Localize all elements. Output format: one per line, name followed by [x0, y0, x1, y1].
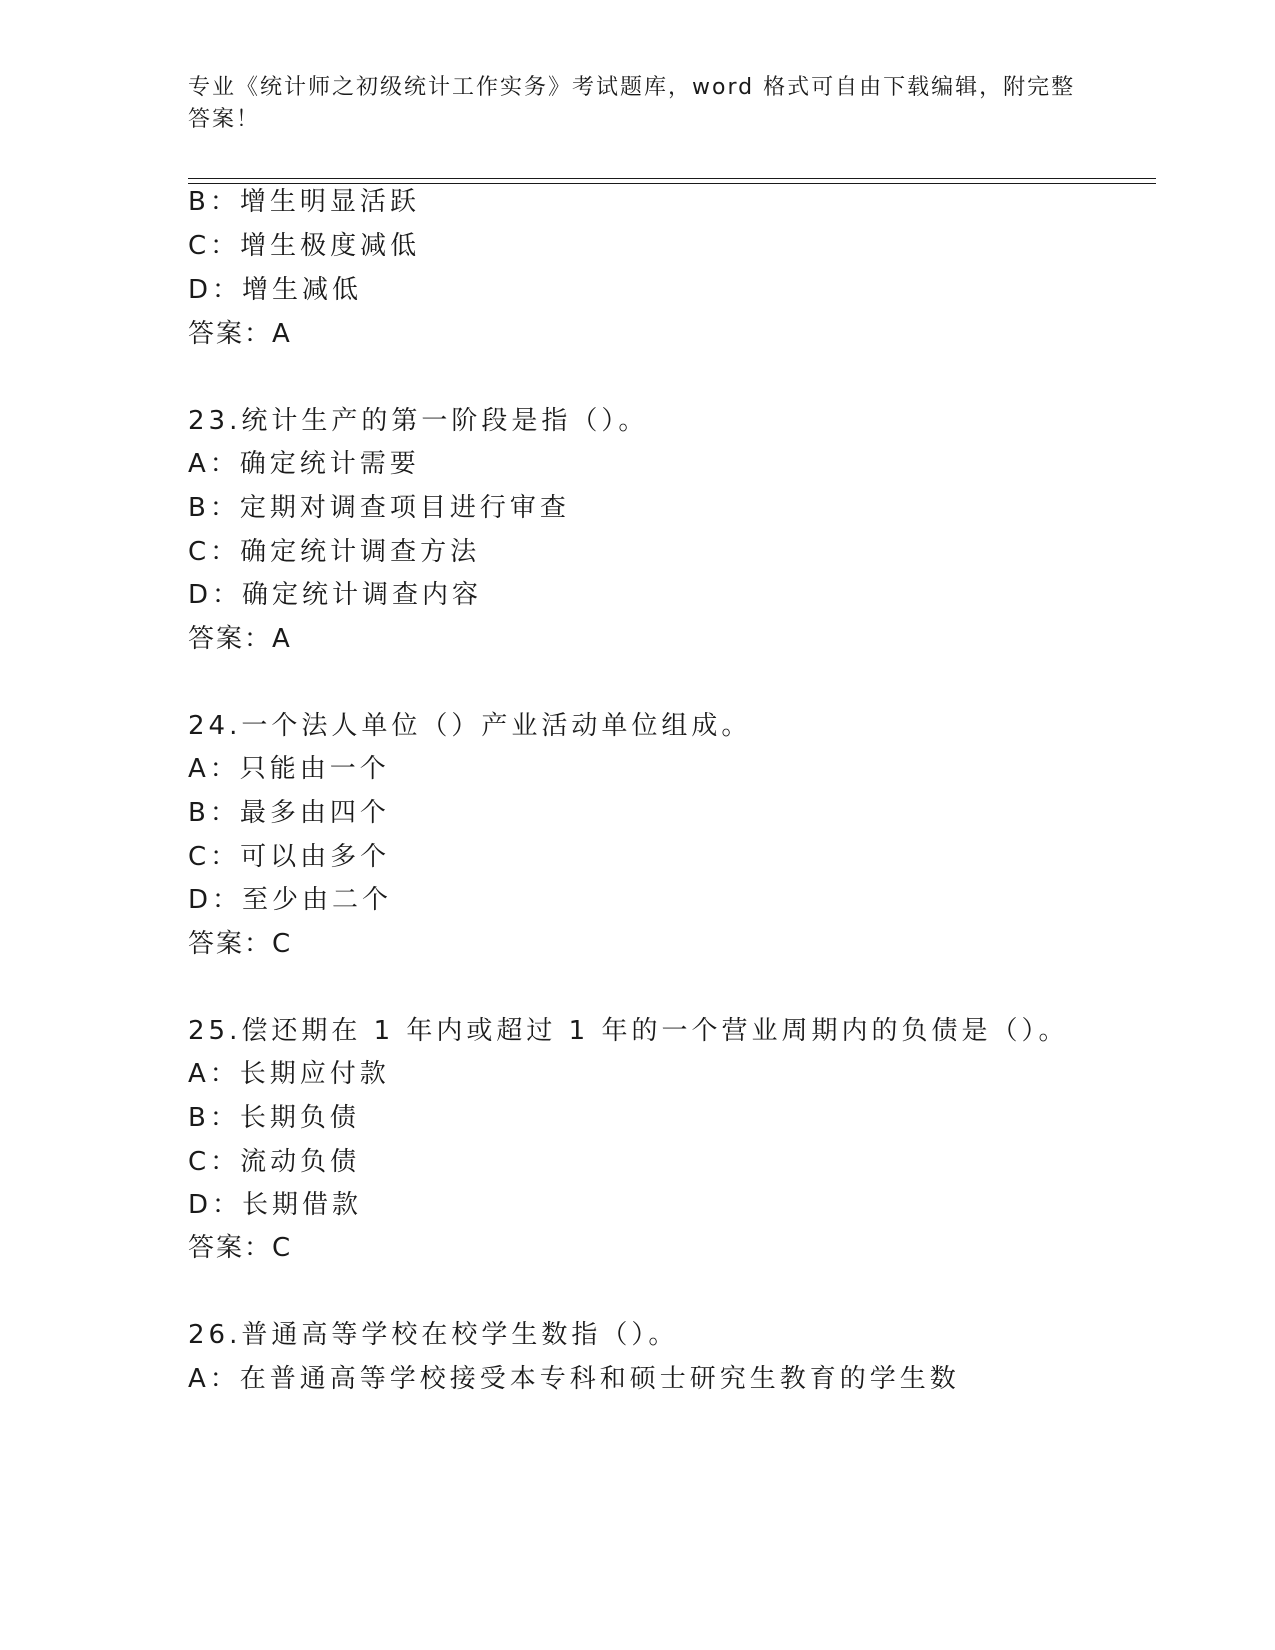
option-line: A：确定统计需要 — [188, 449, 420, 479]
header-rule-top — [188, 178, 1156, 179]
answer-label: 答案： — [188, 1233, 273, 1263]
answer-value: A — [272, 319, 290, 349]
answer-line — [188, 622, 290, 656]
option-line: C：确定统计调查方法 — [188, 537, 481, 567]
answer-value: A — [272, 624, 290, 654]
question-stem: 23.统计生产的第一阶段是指（）。 — [188, 406, 649, 436]
answer-label: 答案： — [188, 929, 273, 959]
option-line: A：长期应付款 — [188, 1059, 390, 1089]
option-line: B：增生明显活跃 — [188, 187, 420, 217]
option-line: C：增生极度减低 — [188, 231, 421, 261]
answer-line — [188, 317, 290, 351]
option-line: D：长期借款 — [188, 1190, 363, 1220]
answer-line — [188, 927, 290, 961]
option-line: A：只能由一个 — [188, 754, 390, 784]
question-stem: 26.普通高等学校在校学生数指（）。 — [188, 1320, 679, 1350]
option-line: C：可以由多个 — [188, 842, 391, 872]
option-line: D：至少由二个 — [188, 885, 393, 915]
option-line: C：流动负债 — [188, 1147, 361, 1177]
document-header: 专业《统计师之初级统计工作实务》考试题库，word 格式可自由下载编辑，附完整答案！ — [188, 75, 1076, 132]
answer-value: C — [272, 929, 291, 959]
option-line: B：最多由四个 — [188, 798, 390, 828]
answer-label: 答案： — [188, 624, 273, 654]
answer-label: 答案： — [188, 319, 273, 349]
question-stem: 25.偿还期在 1 年内或超过 1 年的一个营业周期内的负债是（）。 — [188, 1016, 1069, 1046]
option-line: B：定期对调查项目进行审查 — [188, 493, 570, 523]
option-line: D：增生减低 — [188, 275, 363, 305]
option-line: D：确定统计调查内容 — [188, 580, 483, 610]
question-stem: 24.一个法人单位（）产业活动单位组成。 — [188, 711, 752, 741]
option-line: B：长期负债 — [188, 1103, 360, 1133]
option-line: A：在普通高等学校接受本专科和硕士研究生教育的学生数 — [188, 1364, 960, 1394]
answer-line — [188, 1231, 290, 1265]
header-rule-bottom — [188, 183, 1156, 184]
answer-value: C — [272, 1233, 291, 1263]
